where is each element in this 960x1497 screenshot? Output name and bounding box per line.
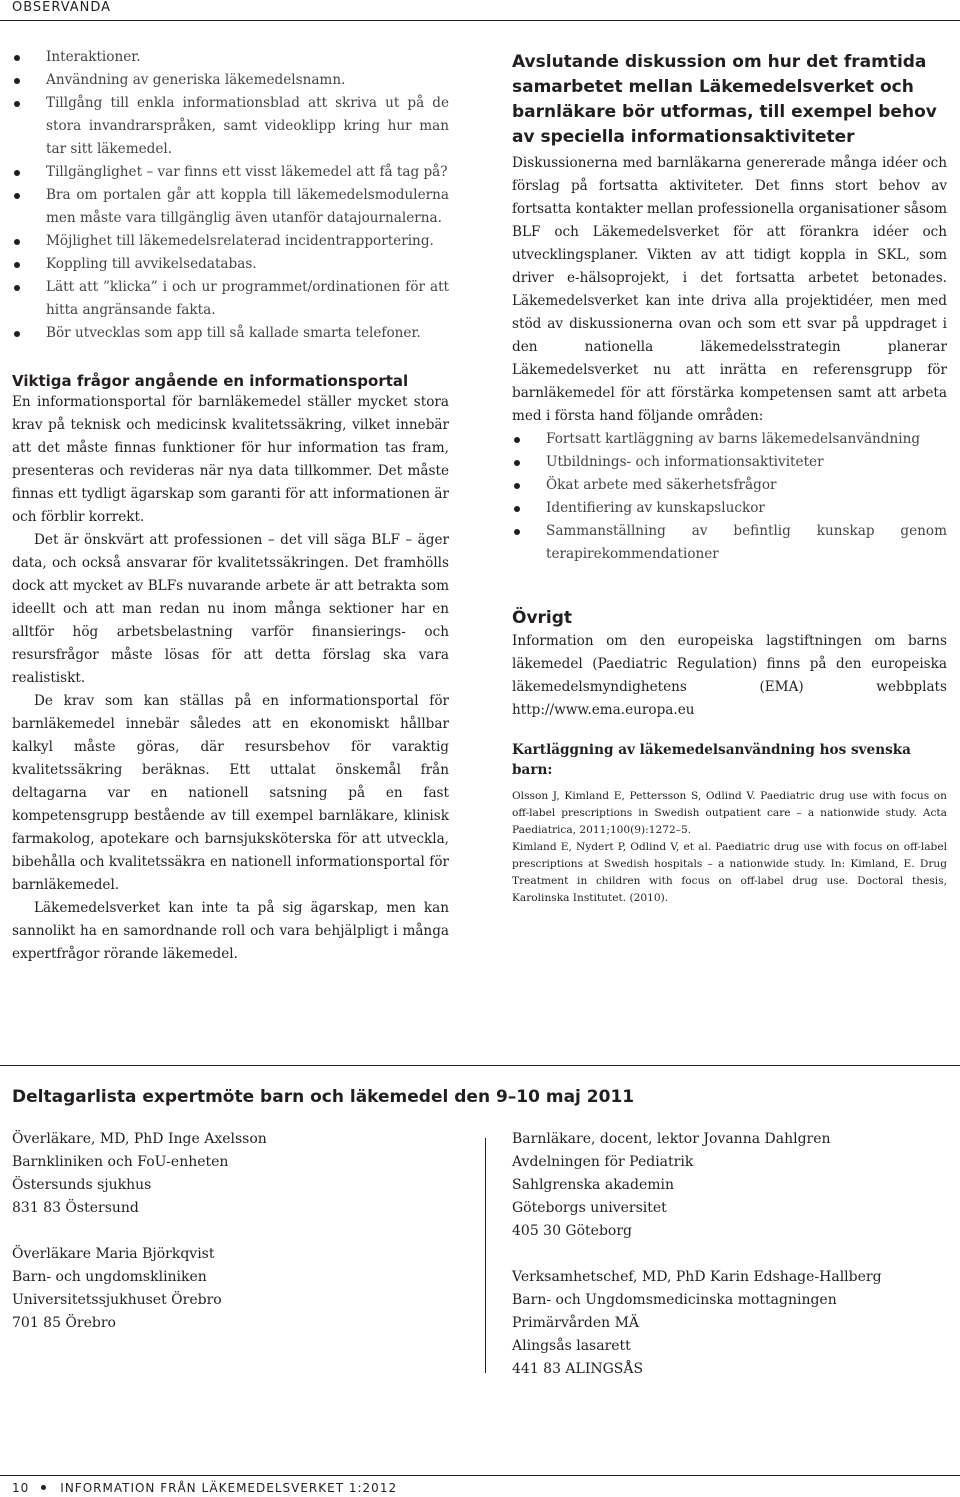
header-divider: [0, 20, 960, 21]
list-item: Bör utvecklas som app till så kallade smarta telefoner.: [12, 322, 449, 345]
right-column: [512, 50, 947, 907]
participant-line: 441 83 ALINGSÅS: [512, 1361, 644, 1377]
participants-right: [512, 1128, 952, 1404]
list-item: Sammanställning av befintlig kunskap genom terapirekommendationer: [512, 520, 947, 566]
participant-line: Överläkare Maria Björkqvist: [12, 1246, 215, 1262]
bullet-separator: [41, 1485, 46, 1490]
list-item: Möjlighet till läkemedelsrelaterad incidentrapportering.: [12, 230, 449, 253]
reference-item: Kimland E, Nydert P, Odlind V, et al. Paediatric drug use with focus on off-label prescriptions at Swedish hospitals – a nationwide study. In: Kimland, E. Drug Treatment in children with focus on off-label drug use. Doctoral thesis, Karolinska Institutet. (2010).: [512, 841, 947, 904]
body-paragraph: Diskussionerna med barnläkarna genererade många idéer och förslag på fortsatta aktiviteter. Det finns stort behov av fortsatta kontakter mellan professionella organisationer såsom BLF och Läkemedelsverket för att förankra idéer och utvecklingsplaner. Vikten av att tidigt koppla in SKL, som driver e-hälsoprojekt, i det fortsatta arbetet betonades. Läkemedelsverket kan inte driva alla projektidéer, men med stöd av diskussionerna ovan och som ett svar på uppdraget i den nationella läkemedelsstrategin planerar Läkemedelsverket nu att inrätta en referensgrupp för barnläkemedel för att förstärka kompetensen samt att arbeta med i första hand följande områden:: [512, 155, 948, 424]
references-heading: Kartläggning av läkemedelsanvändning hos svenska barn:: [512, 742, 911, 778]
list-item: Utbildnings- och informationsaktiviteter: [512, 451, 947, 474]
body-paragraph: De krav som kan ställas på en informationsportal för barnläkemedel innebär således att en ekonomiskt hållbar kalkyl måste göras, där resursbehov för varaktig kvalitetssäkring beräknas. Ett uttalat önskemål från deltagarna var en nationell satsning på en fast kompetensgrupp bestående av till exempel barnläkare, klinisk farmakolog, apotekare och barnsjuksköterska för att utveckla, bibehålla och kvalitetssäkra en nationell informationsportal för barnläkemedel.: [12, 693, 449, 893]
publication-name: INFORMATION FRÅN LÄKEMEDELSVERKET 1:2012: [60, 1481, 398, 1495]
body-paragraph: Det är önskvärt att professionen – det vill säga BLF – äger data, och också ansvarar för kvalitetssäkringen. Det framhölls dock att mycket av BLFs nuvarande arbete är att betrakta som ideellt och att man redan nu inom många sektioner har en alltför hög arbetsbelastning varför finansierings- och resursfrågor måste lösas för att detta förslag ska vara realistiskt.: [12, 532, 449, 686]
page-number: 10: [12, 1481, 30, 1495]
participant-line: Primärvården MÄ: [512, 1315, 640, 1331]
participant-line: 701 85 Örebro: [12, 1315, 116, 1331]
list-item: Bra om portalen går att koppla till läkemedelsmodulerna men måste vara tillgänglig även utanför datajournalerna.: [12, 184, 449, 230]
focus-areas-list: [512, 428, 947, 566]
participant-line: 405 30 Göteborg: [512, 1223, 633, 1239]
participant-line: Barnläkare, docent, lektor Jovanna Dahlgren: [512, 1131, 831, 1147]
footer-divider: [0, 1475, 960, 1476]
list-item: Lätt att ”klicka” i och ur programmet/ordinationen för att hitta angränsande fakta.: [12, 276, 449, 322]
list-item: Tillgänglighet – var finns ett visst läkemedel att få tag på?: [12, 161, 449, 184]
other-heading: Övrigt: [512, 608, 573, 628]
participant-line: Universitetssjukhuset Örebro: [12, 1292, 222, 1308]
participant-entry: [512, 1128, 952, 1243]
participant-line: Göteborgs universitet: [512, 1200, 667, 1216]
section-divider: [0, 1065, 960, 1066]
participant-line: Avdelningen för Pediatrik: [512, 1154, 694, 1170]
participant-line: Barn- och Ungdomsmedicinska mottagningen: [512, 1292, 837, 1308]
participant-entry: [12, 1128, 452, 1220]
list-item: Tillgång till enkla informationsblad att skriva ut på de stora invandrarspråken, samt videoklipp kring hur man tar sitt läkemedel.: [12, 92, 449, 161]
participants-title: Deltagarlista expertmöte barn och läkemedel den 9–10 maj 2011: [12, 1087, 635, 1107]
list-item: Användning av generiska läkemedelsnamn.: [12, 69, 449, 92]
list-item: Interaktioner.: [12, 46, 449, 69]
reference-item: Olsson J, Kimland E, Pettersson S, Odlind V. Paediatric drug use with focus on off-label prescriptions in Swedish outpatient care – a nationwide study. Acta Paediatrica, 2011;100(9):1272–5.: [512, 790, 947, 836]
participant-line: Överläkare, MD, PhD Inge Axelsson: [12, 1131, 267, 1147]
left-column: [12, 46, 449, 966]
list-item: Ökat arbete med säkerhetsfrågor: [512, 474, 947, 497]
participant-line: Östersunds sjukhus: [12, 1177, 152, 1193]
body-paragraph: En informationsportal för barnläkemedel ställer mycket stora krav på teknisk och medicinsk kvalitetssäkring, vilket innebär att det måste finnas funktioner för hur information tas fram, presenteras och revideras när nya data tillkommer. Det måste finnas ett tydligt ägarskap som garanti för att informationen är och förblir korrekt.: [12, 394, 449, 525]
requirements-list: [12, 46, 449, 345]
participant-line: Verksamhetschef, MD, PhD Karin Edshage-Hallberg: [512, 1269, 882, 1285]
participant-entry: [512, 1266, 952, 1381]
list-item: Identifiering av kunskapsluckor: [512, 497, 947, 520]
participant-line: Alingsås lasarett: [512, 1338, 631, 1354]
participant-line: Barnkliniken och FoU-enheten: [12, 1154, 229, 1170]
participant-entry: [12, 1243, 452, 1335]
list-item: Koppling till avvikelsedatabas.: [12, 253, 449, 276]
section-label: OBSERVANDA: [12, 0, 112, 15]
portal-questions-heading: Viktiga frågor angående en informationsportal: [12, 372, 409, 390]
list-item: Fortsatt kartläggning av barns läkemedelsanvändning: [512, 428, 947, 451]
participant-line: 831 83 Östersund: [12, 1200, 139, 1216]
page-footer: [12, 1480, 397, 1496]
participant-line: Sahlgrenska akademin: [512, 1177, 675, 1193]
column-divider: [485, 1138, 486, 1373]
body-paragraph: Information om den europeiska lagstiftningen om barns läkemedel (Paediatric Regulation) finns på den europeiska läkemedelsmyndighetens (EMA) webbplats http://www.ema.europa.eu: [512, 633, 947, 718]
participants-left: [12, 1128, 452, 1358]
discussion-heading: Avslutande diskussion om hur det framtida samarbetet mellan Läkemedelsverket och barnläkare bör utformas, till exempel behov av speciella informationsaktiviteter: [512, 52, 937, 147]
body-paragraph: Läkemedelsverket kan inte ta på sig ägarskap, men kan sannolikt ha en samordnande roll och vara behjälpligt i många expertfrågor rörande läkemedel.: [12, 900, 449, 962]
references: [512, 788, 947, 907]
participant-line: Barn- och ungdomskliniken: [12, 1269, 207, 1285]
